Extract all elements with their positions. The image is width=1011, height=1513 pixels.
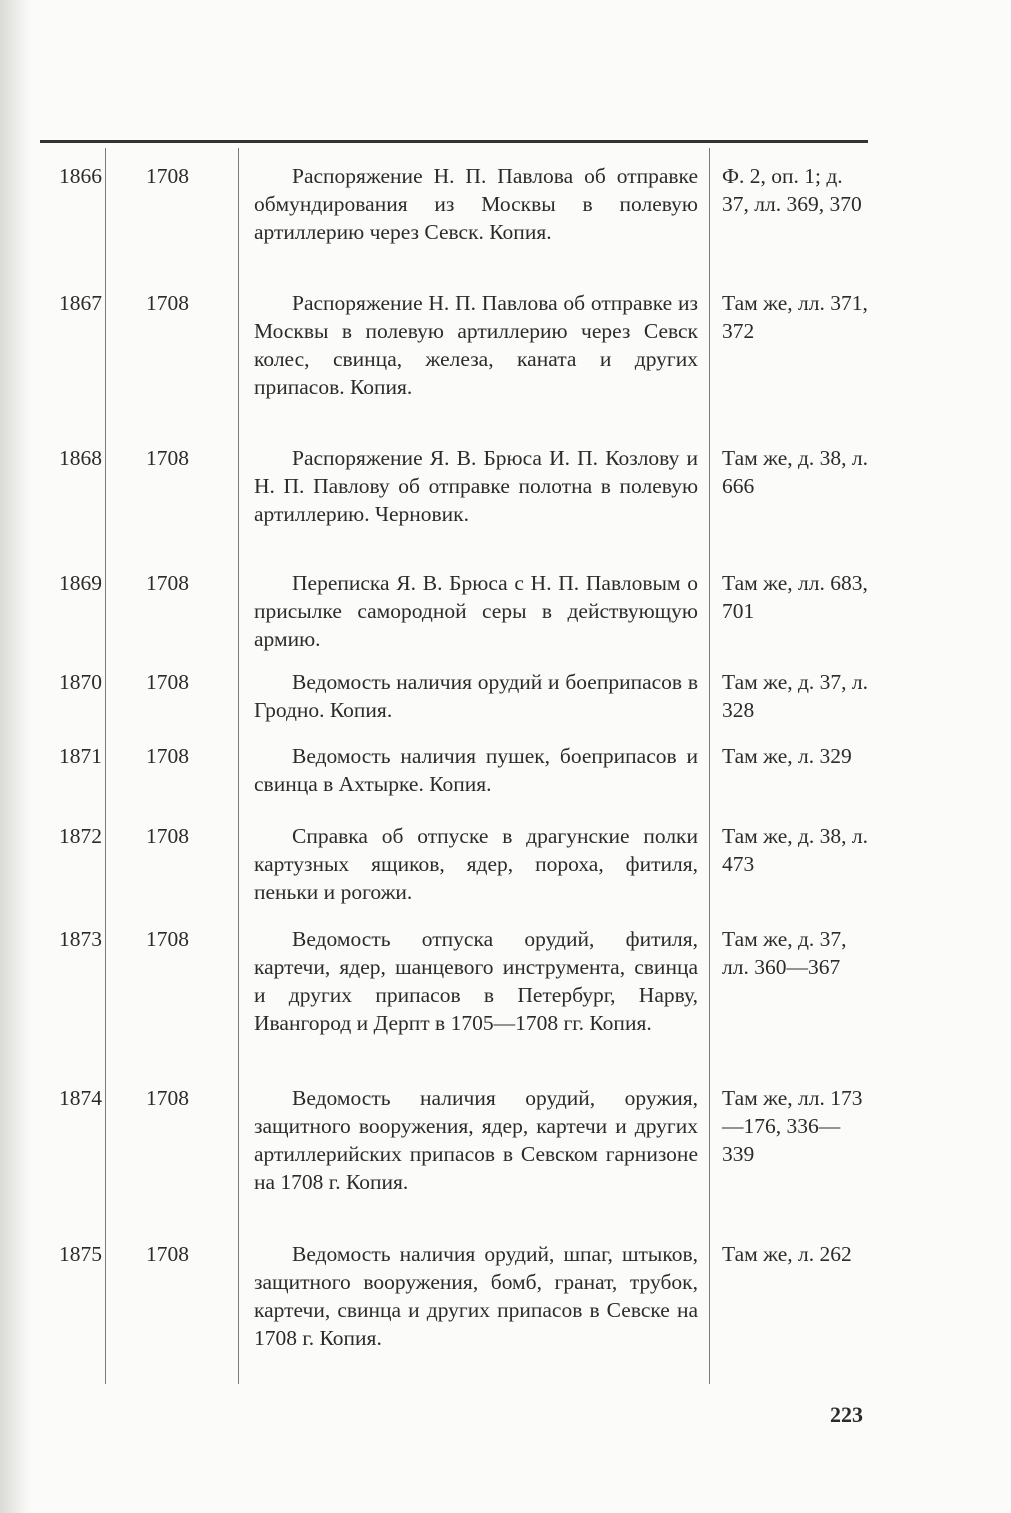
entry-reference: Там же, д. 38, л. 473 [722,824,869,876]
entry-number: 1871 [59,744,102,768]
entry-number: 1868 [59,446,102,470]
entry-year: 1708 [146,446,189,470]
entry-description: Ведомость наличия орудий и боеприпасов в Гродно. Копия. [254,670,698,722]
entry-number: 1872 [59,824,102,848]
entry-description: Ведомость наличия пушек, боеприпасов и свинца в Ахтырке. Копия. [254,744,698,796]
entry-reference: Там же, л. 262 [722,1242,852,1266]
entry-description: Ведомость отпуска орудий, фитиля, картечи, ядер, шанцевого инструмента, свинца и других припасов в Петербург, Нарву, Ивангород и Дерпт в 1705—1708 гг. Копия. [254,927,698,1035]
entry-description: Распоряжение Н. П. Павлова об отправке из Москвы в полевую артиллерию через Севск колес, свинца, железа, каната и других припасов. Копия. [254,291,698,399]
entry-description: Справка об отпуске в драгунские полки картузных ящиков, ядер, пороха, фитиля, пеньки и рогожи. [254,824,698,904]
entry-year: 1708 [146,670,189,694]
entry-description: Ведомость наличия орудий, шпаг, штыков, защитного вооружения, бомб, гранат, трубок, картечи, свинца и других припасов в Севске на 1708 г. Копия. [254,1242,698,1350]
column-divider [105,148,106,1384]
entry-reference: Там же, д. 37, лл. 360—367 [722,927,847,979]
entry-year: 1708 [146,927,189,951]
entry-year: 1708 [146,164,189,188]
entry-reference: Там же, лл. 173—176, 336—339 [722,1086,863,1166]
entry-number: 1870 [59,670,102,694]
entry-reference: Там же, лл. 683, 701 [722,571,868,623]
entry-year: 1708 [146,1242,189,1266]
entry-year: 1708 [146,291,189,315]
entry-reference: Там же, лл. 371, 372 [722,291,868,343]
entry-year: 1708 [146,744,189,768]
entry-description: Распоряжение Н. П. Павлова об отправке обмундирования из Москвы в полевую артиллерию через Севск. Копия. [254,164,698,244]
entry-number: 1866 [59,164,102,188]
entry-reference: Там же, д. 37, л. 328 [722,670,869,722]
entry-reference: Ф. 2, оп. 1; д. 37, лл. 369, 370 [722,164,862,216]
column-divider [709,148,710,1384]
entry-number: 1875 [59,1242,102,1266]
entry-number: 1869 [59,571,102,595]
table-top-rule [40,140,868,143]
entry-number: 1867 [59,291,102,315]
entry-description: Переписка Я. В. Брюса с Н. П. Павловым о присылке самородной серы в действующую армию. [254,571,698,651]
entry-year: 1708 [146,824,189,848]
entry-reference: Там же, д. 38, л. 666 [722,446,869,498]
page-number: 223 [830,1402,863,1427]
entry-year: 1708 [146,571,189,595]
column-divider [238,148,239,1384]
entry-description: Распоряжение Я. В. Брюса И. П. Козлову и Н. П. Павлову об отправке полотна в полевую артиллерию. Черновик. [254,446,698,526]
entry-description: Ведомость наличия орудий, оружия, защитного вооружения, ядер, картечи и других артиллерийских припасов в Севском гарнизоне на 1708 г. Копия. [254,1086,698,1194]
entry-year: 1708 [146,1086,189,1110]
entry-reference: Там же, л. 329 [722,744,852,768]
entry-number: 1874 [59,1086,102,1110]
page-edge-shadow [0,0,30,1513]
entry-number: 1873 [59,927,102,951]
